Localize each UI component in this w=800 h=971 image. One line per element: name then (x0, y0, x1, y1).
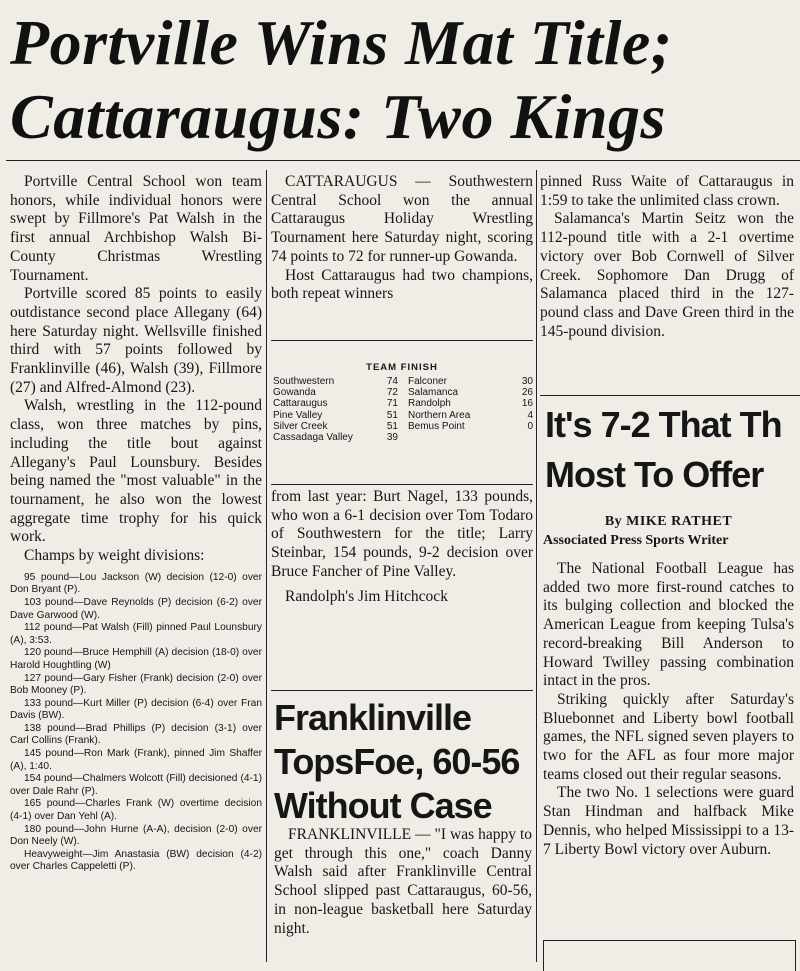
team-row (273, 387, 398, 398)
team-name: Cattaraugus (273, 398, 328, 410)
byline (543, 512, 794, 550)
team-name: Southwestern (273, 376, 335, 387)
champ-entry: 103 pound—Dave Reynolds (P) decision (6-2) over Dave Garwood (W). (10, 596, 262, 621)
team-points: 72 (386, 387, 398, 399)
article-paragraph: FRANKLINVILLE — "I was happy to get through this one," coach Danny Walsh said after Franklinville Central School slipped past Cattaraugus, 60-56, in non-league basketball here Saturday night. (274, 826, 532, 937)
champ-entry: 138 pound—Brad Phillips (P) decision (3-1) over Carl Collins (Frank). (10, 722, 262, 747)
headline-line-2: Cattaraugus: Two Kings (10, 81, 666, 152)
article-paragraph: The two No. 1 selections were guard Stan Hindman and halfback Mike Dennis, who helped Mississippi to a 13-7 Liberty Bowl victory over Auburn. (543, 784, 794, 858)
team-points: 4 (527, 409, 533, 421)
team-points: 16 (521, 398, 533, 410)
team-points: 26 (521, 387, 533, 399)
franklinville-headline-line: TopsFoe, 60-56 (274, 741, 520, 782)
article-paragraph: Portville Central School won team honors, while individual honors were swept by Fillmore's Pat Walsh in the first annual Archbishop Walsh Bi-County Christmas Wrestling Tournament. (10, 173, 262, 284)
continuation-box (543, 940, 796, 971)
champ-entry: 112 pound—Pat Walsh (Fill) pinned Paul Lounsbury (A), 3:53. (10, 622, 262, 646)
team-row (273, 376, 398, 387)
franklinville-headline-line: Without Case (274, 785, 492, 826)
article-paragraph: The National Football League has added two more first-round catches to its bulging collection and blocked the American League from keeping Tulsa's record-breaking Bill Anderson to Howard Twilley passing combination intact in the pros. (543, 560, 794, 690)
team-name: Salamanca (408, 387, 459, 399)
franklinville-headline-line: Franklinville (274, 697, 472, 738)
team-finish-right (408, 376, 533, 443)
team-name: Pine Valley (273, 409, 323, 421)
team-name: Randolph (408, 398, 451, 410)
team-row (408, 398, 533, 409)
nfl-article (543, 560, 794, 859)
team-points: 71 (386, 398, 398, 410)
frank-head-rule (271, 690, 533, 691)
cattaraugus-article (271, 173, 533, 304)
team-row (273, 421, 398, 432)
article-paragraph: from last year: Burt Nagel, 133 pounds, who won a 6-1 decision over Tom Todaro of Southwestern for the title; Larry Steinbar, 154 pounds, 9-2 decision over Bruce Fancher of Pine Valley. (271, 488, 533, 580)
team-points: 39 (386, 432, 398, 444)
champ-entry: 180 pound—John Hurne (A-A), decision (2-0) over Don Neely (W). (10, 823, 262, 848)
portville-article (10, 173, 262, 874)
nfl-headline-line: It's 7-2 That Th (545, 404, 782, 445)
team-name: Gowanda (273, 387, 316, 399)
article-paragraph: Randolph's Jim Hitchcock (285, 587, 448, 605)
article-paragraph: CATTARAUGUS — Southwestern Central School won the annual Cattaraugus Holiday Wrestling Tournament here Saturday night, scoring 74 points to 72 for runner-up Gowanda. (271, 173, 533, 265)
champ-entry: 165 pound—Charles Frank (W) overtime decision (4-1) over Dan Yehl (A). (10, 798, 262, 823)
column-rule-2 (536, 170, 537, 962)
team-name: Falconer (408, 376, 447, 387)
champs-heading: Champs by weight divisions: (24, 547, 205, 565)
team-finish-title: TEAM FINISH (366, 362, 438, 373)
franklinville-article (274, 826, 532, 938)
cattaraugus-article-continued (271, 488, 533, 606)
champs-list (10, 572, 262, 874)
champ-entry: 133 pound—Kurt Miller (P) decision (6-4) over Fran Davis (BW). (10, 697, 262, 722)
article-paragraph: Striking quickly after Saturday's Bluebonnet and Liberty bowl football games, the NFL signed seven players to two for the AFL as four more major teams closed out their regular seasons. (543, 690, 794, 783)
champ-entry: 145 pound—Ron Mark (Frank), pinned Jim Shaffer (A), 1:40. (10, 748, 262, 772)
team-name: Cassadaga Valley (273, 432, 353, 444)
byline-wire: Associated Press Sports Writer (543, 533, 729, 548)
champ-entry: Heavyweight—Jim Anastasia (BW) decision (4-2) over Charles Cappeletti (P). (10, 848, 262, 873)
team-row (408, 410, 533, 421)
team-finish-table (271, 340, 533, 470)
champ-entry: 127 pound—Gary Fisher (Frank) decision (2-0) over Bob Mooney (P). (10, 672, 262, 697)
team-row (273, 432, 398, 443)
team-points: 51 (386, 409, 398, 421)
headline (10, 6, 795, 154)
article-paragraph: Host Cattaraugus had two champions, both repeat winners (271, 266, 533, 303)
nfl-headline-line: Most To Offer (545, 454, 764, 495)
team-row (273, 398, 398, 409)
team-name: Bemus Point (408, 420, 465, 432)
team-points: 74 (386, 376, 398, 387)
headline-line-1: Portville Wins Mat Title; (10, 7, 673, 78)
cattaraugus-article-col3 (540, 173, 794, 341)
article-paragraph: Salamanca's Martin Seitz won the 112-pound title with a 2-1 overtime victory over Bob Cornwell of Silver Creek. Sophomore Dan Drugg of Salamanca placed third in the 127-pound class and Dave Green third in the 145-pound division. (540, 210, 794, 340)
article-paragraph: Portville scored 85 points to easily outdistance second place Allegany (64) here Saturday night. Wellsville finished third with 57 points followed by Franklinville (46), Walsh (39), Fillmore (27) and Alfred-Almond (23). (10, 285, 262, 396)
franklinville-headline (274, 696, 532, 828)
champ-entry: 154 pound—Chalmers Wolcott (Fill) decisioned (4-1) over Dale Rahr (P). (10, 773, 262, 797)
team-row (408, 376, 533, 387)
its-head-rule (540, 395, 800, 396)
team-finish-bottom-rule (271, 484, 533, 485)
team-points: 0 (527, 420, 533, 432)
byline-author: By MIKE RATHET (604, 514, 733, 529)
team-row (408, 421, 533, 432)
team-row (408, 387, 533, 398)
team-row (273, 410, 398, 421)
champ-entry: 120 pound—Bruce Hemphill (A) decision (18-0) over Harold Houghtling (W) (10, 647, 262, 671)
headline-rule (6, 160, 800, 161)
article-paragraph: Walsh, wrestling in the 112-pound class, won three matches by pins, including the title bout against Allegany's Paul Lounsbury. Besides being named the "most valuable" in the tournament, he also won the lowest aggregate time trophy for his quick work. (10, 397, 262, 546)
team-points: 51 (386, 420, 398, 432)
champ-entry: 95 pound—Lou Jackson (W) decision (12-0) over Don Bryant (P). (10, 571, 262, 596)
nfl-headline (545, 400, 800, 500)
article-paragraph: pinned Russ Waite of Cattaraugus in 1:59 to take the unlimited class crown. (540, 173, 794, 209)
team-name: Northern Area (408, 409, 471, 421)
team-finish-left (273, 376, 398, 443)
team-name: Silver Creek (273, 420, 328, 432)
team-points: 30 (521, 376, 533, 387)
column-rule-1 (266, 170, 267, 962)
